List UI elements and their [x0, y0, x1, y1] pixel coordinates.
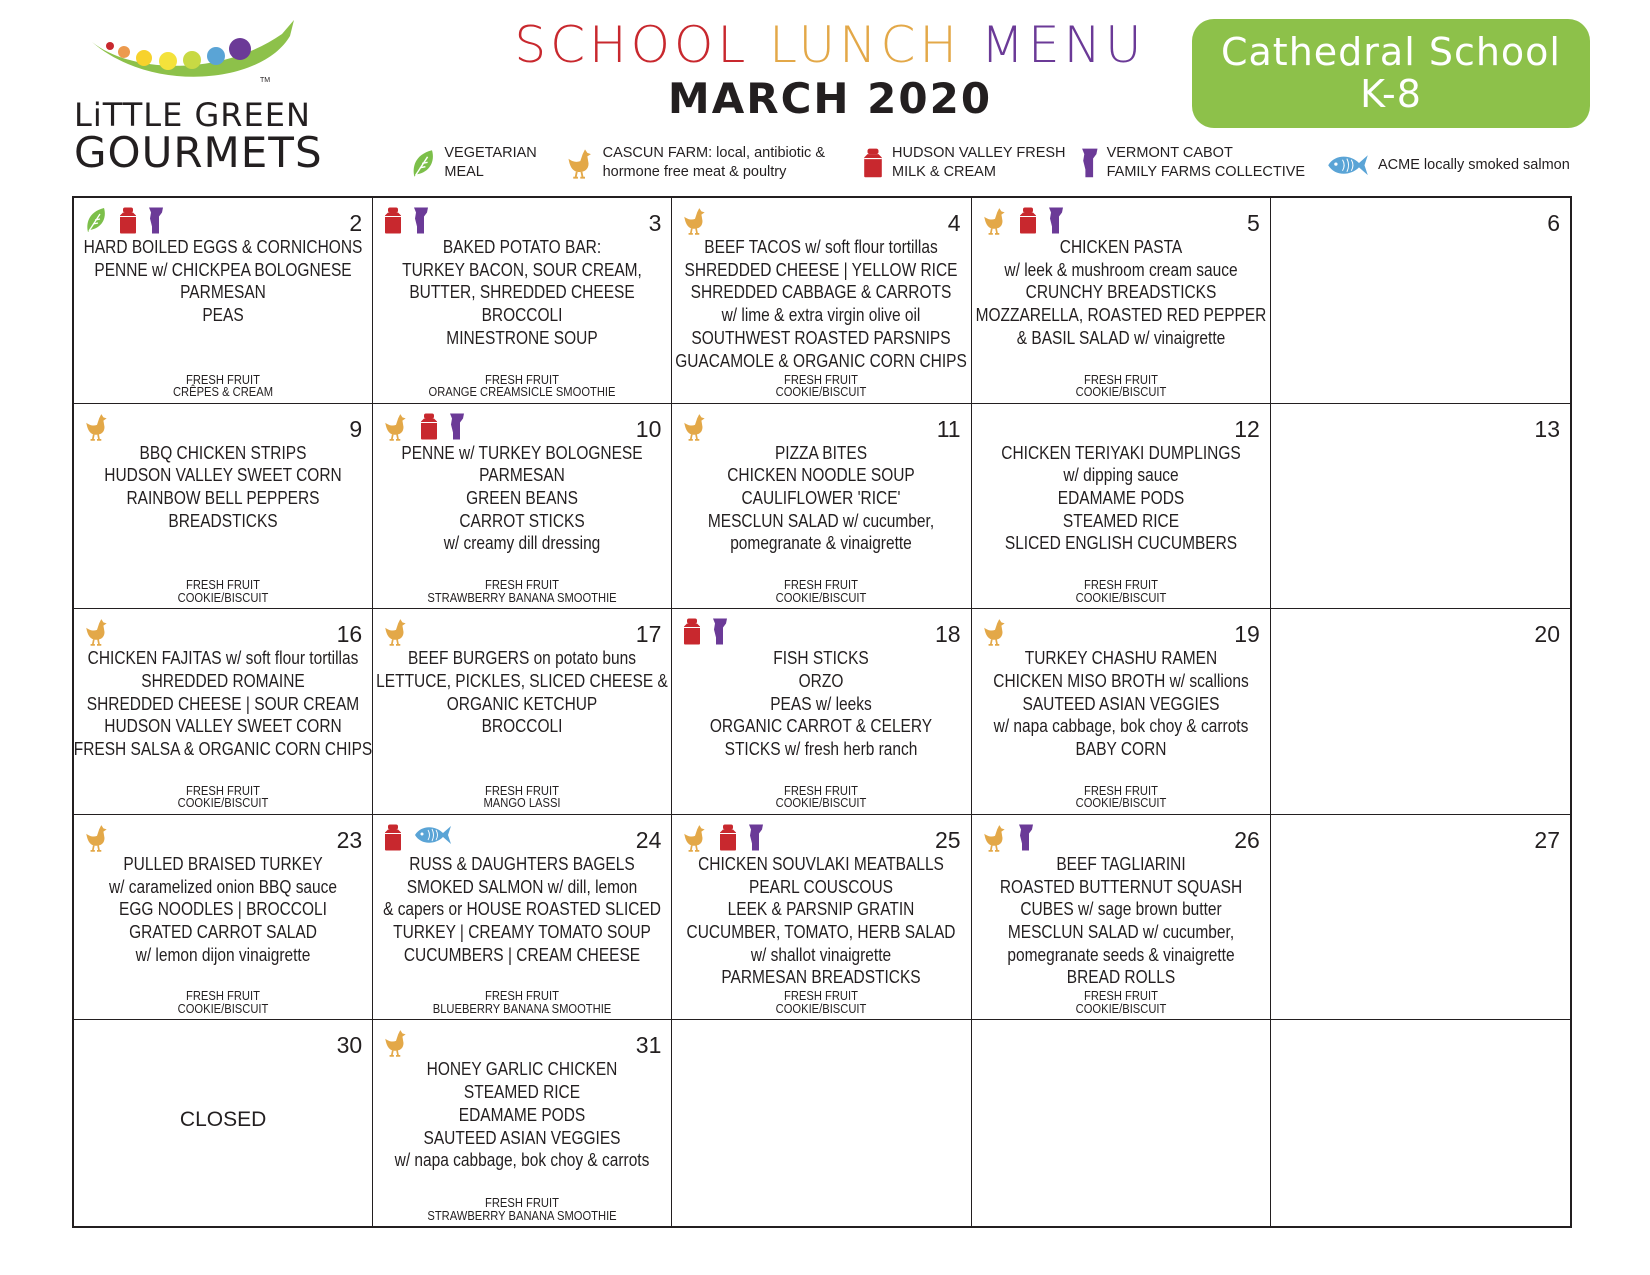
legend-text	[444, 144, 536, 182]
menu-item: SHREDDED CHEESE | SOUR CREAM	[86, 693, 360, 714]
menu-item: SHREDDED ROMAINE	[141, 670, 305, 691]
menu-item: PULLED BRAISED TURKEY	[123, 853, 323, 874]
day-cell-9	[74, 404, 373, 610]
menu-item: TURKEY | CREAMY TOMATO SOUP	[393, 921, 652, 942]
legend-text	[892, 144, 1066, 182]
chicken-icon	[982, 617, 1008, 647]
dessert-item: FRESH FRUIT	[1083, 371, 1158, 387]
menu-item: HUDSON VALLEY SWEET CORN	[104, 716, 342, 737]
dessert-items	[970, 579, 1271, 604]
menu-item: ORZO	[799, 670, 844, 691]
menu-item: RAINBOW BELL PEPPERS	[126, 488, 320, 508]
legend-line-2: FAMILY FARMS COLLECTIVE	[1106, 164, 1306, 180]
day-number: 27	[1534, 826, 1560, 853]
chicken-icon	[982, 823, 1008, 853]
source-icons	[982, 823, 1034, 853]
menu-item: ROASTED BUTTERNUT SQUASH	[999, 876, 1242, 897]
menu-item: CHICKEN MISO BROTH w/ scallions	[992, 670, 1249, 691]
menu-item: BROCCOLI	[481, 716, 563, 737]
empty-cell	[972, 1020, 1271, 1226]
fish-icon	[413, 823, 453, 847]
menu-item: HUDSON VALLEY SWEET CORN	[104, 465, 342, 486]
day-number: 12	[1234, 415, 1260, 442]
menu-item: ORGANIC CARROT & CELERY	[710, 716, 933, 737]
menu-item: CARROT STICKS	[459, 510, 585, 531]
day-number: 31	[635, 1032, 662, 1059]
calendar-grid	[72, 196, 1572, 1228]
day-cell-3	[373, 198, 672, 404]
menu-item: BREAD ROLLS	[1066, 967, 1175, 988]
milk-icon	[383, 823, 403, 852]
milk-icon	[383, 206, 403, 235]
chicken-icon	[84, 412, 110, 442]
dessert-item: COOKIE/BISCUIT	[1075, 384, 1167, 400]
day-cell-18	[672, 609, 971, 815]
menu-items	[970, 442, 1271, 556]
day-cell-20	[1271, 609, 1570, 815]
leaf-icon	[410, 148, 436, 179]
dessert-item: COOKIE/BISCUIT	[1075, 795, 1167, 811]
dessert-item: FRESH FRUIT	[784, 782, 859, 798]
chicken-icon	[682, 823, 708, 853]
chicken-icon	[682, 206, 708, 236]
dessert-item: BLUEBERRY BANANA SMOOTHIE	[433, 1000, 612, 1016]
menu-item: BROCCOLI	[481, 305, 563, 326]
leaf-icon	[84, 206, 108, 234]
menu-item: w/ creamy dill dressing	[443, 533, 601, 554]
dessert-item: COOKIE/BISCUIT	[776, 795, 867, 811]
day-number: 11	[936, 415, 961, 442]
dessert-item: COOKIE/BISCUIT	[177, 795, 269, 811]
source-icons	[383, 1028, 409, 1058]
dessert-item: COOKIE/BISCUIT	[776, 589, 867, 605]
menu-item: HONEY GARLIC CHICKEN	[426, 1059, 618, 1080]
school-grades: K-8	[1360, 72, 1422, 116]
dessert-item: FRESH FRUIT	[485, 782, 560, 798]
menu-item: RUSS & DAUGHTERS BAGELS	[409, 853, 635, 874]
menu-item: STEAMED RICE	[1062, 510, 1179, 531]
menu-items	[73, 442, 374, 533]
menu-item: TURKEY BACON, SOUR CREAM,	[402, 259, 643, 280]
menu-item: STICKS w/ fresh herb ranch	[725, 739, 918, 759]
legend-line-1: HUDSON VALLEY FRESH	[892, 145, 1066, 161]
title-word-school: SCHOOL	[514, 16, 750, 74]
menu-item: BEEF TACOS w/ soft flour tortillas	[704, 237, 939, 257]
chicken-icon	[383, 1028, 409, 1058]
menu-item: PARMESAN	[479, 465, 566, 486]
menu-items	[372, 647, 673, 738]
legend-line-2: hormone free meat & poultry	[602, 164, 787, 180]
legend-line-2: MEAL	[444, 164, 484, 180]
source-icons	[982, 617, 1008, 647]
menu-items	[671, 236, 972, 372]
day-number: 20	[1534, 621, 1560, 648]
source-icons	[682, 412, 708, 442]
vermont-icon	[1081, 147, 1099, 179]
source-icons	[682, 823, 764, 853]
day-number: 26	[1234, 826, 1260, 853]
source-icons	[84, 823, 110, 853]
menu-item: w/ shallot vinaigrette	[751, 944, 892, 965]
menu-item: SMOKED SALMON w/ dill, lemon	[407, 876, 638, 897]
milk-icon	[718, 823, 738, 852]
menu-item: & BASIL SALAD w/ vinaigrette	[1016, 327, 1225, 348]
menu-items	[970, 236, 1271, 350]
menu-item: CHICKEN PASTA	[1059, 237, 1182, 257]
source-icons	[383, 823, 453, 852]
title-word-menu: MENU	[980, 16, 1146, 74]
menu-item: BUTTER, SHREDDED CHEESE	[409, 282, 635, 303]
chicken-icon	[566, 147, 595, 180]
dessert-items	[73, 990, 374, 1015]
menu-item: w/ lime & extra virgin olive oil	[722, 305, 921, 326]
source-icons	[682, 206, 708, 236]
dessert-item: FRESH FRUIT	[186, 577, 261, 593]
menu-item: TURKEY CHASHU RAMEN	[1024, 648, 1217, 669]
dessert-items	[970, 782, 1271, 811]
dessert-items	[73, 782, 374, 811]
dessert-item: COOKIE/BISCUIT	[1075, 1000, 1167, 1016]
menu-item: MESCLUN SALAD w/ cucumber,	[1007, 921, 1234, 942]
menu-item: BEEF TAGLIARINI	[1056, 853, 1186, 874]
menu-items	[970, 853, 1271, 989]
dessert-item: FRESH FRUIT	[186, 782, 261, 798]
source-icons	[84, 412, 110, 442]
dessert-item: CRÊPES & CREAM	[173, 384, 274, 400]
dessert-item: FRESH FRUIT	[485, 577, 560, 593]
legend-text	[1107, 144, 1306, 182]
day-number: 4	[947, 210, 961, 236]
dessert-item: COOKIE/BISCUIT	[177, 589, 269, 605]
menu-item: w/ dipping sauce	[1063, 465, 1179, 486]
day-number: 10	[635, 415, 662, 442]
menu-item: PENNE w/ CHICKPEA BOLOGNESE	[94, 259, 352, 280]
dessert-item: FRESH FRUIT	[1083, 577, 1158, 593]
chicken-icon	[682, 412, 708, 442]
dessert-item: FRESH FRUIT	[1083, 988, 1158, 1004]
menu-item: SHREDDED CHEESE | YELLOW RICE	[684, 259, 958, 280]
menu-items	[73, 236, 374, 327]
menu-item: FISH STICKS	[773, 648, 870, 669]
day-cell-24	[373, 815, 672, 1021]
dessert-items	[671, 371, 972, 400]
brand-line-2: GOURMETS	[74, 128, 323, 177]
milk-icon	[1018, 206, 1038, 235]
dessert-item: ORANGE CREAMSICLE SMOOTHIE	[428, 384, 616, 400]
menu-item: CHICKEN FAJITAS w/ soft flour tortillas	[87, 648, 359, 669]
legend-item-vermont	[1081, 144, 1305, 182]
dessert-item: FRESH FRUIT	[784, 371, 859, 387]
menu-items	[671, 647, 972, 761]
menu-item: CHICKEN NOODLE SOUP	[727, 465, 916, 486]
fish-icon	[1326, 152, 1370, 178]
closed-label: CLOSED	[179, 1108, 267, 1132]
menu-item: MOZZARELLA, ROASTED RED PEPPER	[975, 305, 1267, 326]
menu-item: BBQ CHICKEN STRIPS	[139, 442, 307, 463]
day-cell-6	[1271, 198, 1570, 404]
menu-item: PEAS	[202, 305, 244, 326]
chicken-icon	[383, 412, 409, 442]
chicken-icon	[982, 206, 1008, 236]
menu-items	[73, 647, 374, 761]
page-title	[430, 16, 1230, 74]
dessert-item: STRAWBERRY BANANA SMOOTHIE	[427, 589, 617, 605]
dessert-items	[671, 782, 972, 811]
school-badge	[1192, 19, 1590, 128]
menu-item: w/ caramelized onion BBQ sauce	[109, 876, 338, 897]
chicken-icon	[84, 823, 110, 853]
menu-item: PEAS w/ leeks	[770, 693, 873, 714]
menu-item: BREADSTICKS	[168, 510, 278, 531]
day-number: 30	[336, 1032, 363, 1059]
month-title: MARCH 2020	[667, 74, 993, 123]
chicken-icon	[383, 617, 409, 647]
day-number: 17	[635, 621, 662, 648]
dessert-item: MANGO LASSI	[483, 795, 561, 811]
day-number: 18	[935, 621, 961, 648]
day-cell-16	[74, 609, 373, 815]
dessert-items	[73, 371, 374, 400]
menu-item: w/ napa cabbage, bok choy & carrots	[993, 716, 1249, 737]
day-cell-4	[672, 198, 971, 404]
dessert-item: COOKIE/BISCUIT	[776, 384, 867, 400]
svg-text:TM: TM	[260, 77, 271, 84]
menu-item: CUBES w/ sage brown butter	[1020, 899, 1222, 920]
dessert-items	[671, 579, 972, 604]
legend-text	[1378, 156, 1570, 175]
dessert-items	[970, 371, 1271, 400]
menu-item: w/ leek & mushroom cream sauce	[1004, 259, 1238, 280]
menu-item: pomegranate & vinaigrette	[730, 533, 913, 554]
legend-line-1: ACME locally smoked salmon	[1378, 156, 1570, 173]
source-icons	[84, 617, 110, 647]
menu-item: PARMESAN BREADSTICKS	[721, 967, 922, 988]
menu-item: CRUNCHY BREADSTICKS	[1025, 282, 1217, 303]
source-icons	[84, 206, 164, 235]
dessert-item: FRESH FRUIT	[186, 371, 261, 387]
menu-item: EDAMAME PODS	[459, 1104, 586, 1125]
menu-item: BAKED POTATO BAR:	[443, 237, 602, 257]
dessert-items	[372, 782, 673, 811]
legend-line-2: MILK & CREAM	[892, 164, 996, 180]
day-number: 6	[1547, 210, 1560, 236]
legend-item-fish	[1326, 152, 1570, 178]
menu-item: MINESTRONE SOUP	[446, 327, 598, 348]
menu-item: GRATED CARROT SALAD	[129, 921, 317, 942]
menu-item: MESCLUN SALAD w/ cucumber,	[708, 510, 935, 531]
dessert-item: FRESH FRUIT	[1083, 782, 1158, 798]
day-cell-30	[74, 1020, 373, 1226]
day-cell-2	[74, 198, 373, 404]
dessert-item: COOKIE/BISCUIT	[776, 1000, 867, 1016]
legend-item-chicken	[566, 144, 825, 182]
menu-item: w/ napa cabbage, bok choy & carrots	[394, 1150, 650, 1171]
dessert-items	[970, 990, 1271, 1015]
dessert-item: FRESH FRUIT	[485, 371, 560, 387]
menu-items	[73, 853, 374, 967]
source-icons	[383, 617, 409, 647]
legend-line-1: CASCUN FARM: local, antibiotic &	[602, 145, 825, 161]
menu-items	[372, 442, 673, 556]
legend-item-milk	[862, 144, 1066, 182]
day-number: 24	[635, 826, 662, 853]
day-cell-12	[972, 404, 1271, 610]
milk-icon	[862, 147, 884, 179]
day-cell-11	[672, 404, 971, 610]
menu-item: ORGANIC KETCHUP	[447, 693, 598, 714]
vermont-icon	[748, 823, 764, 852]
day-number: 16	[336, 621, 363, 648]
day-number: 19	[1234, 621, 1260, 648]
menu-items	[671, 442, 972, 556]
menu-item: LETTUCE, PICKLES, SLICED CHEESE &	[376, 670, 669, 691]
vermont-icon	[148, 206, 164, 235]
day-number: 5	[1247, 210, 1260, 236]
vermont-icon	[449, 412, 465, 441]
source-icons	[982, 206, 1064, 236]
dessert-item: FRESH FRUIT	[485, 988, 560, 1004]
source-icons	[682, 617, 728, 646]
menu-item: LEEK & PARSNIP GRATIN	[728, 899, 915, 920]
menu-item: & capers or HOUSE ROASTED SLICED	[383, 899, 662, 920]
milk-icon	[118, 206, 138, 235]
day-cell-13	[1271, 404, 1570, 610]
menu-item: CUCUMBER, TOMATO, HERB SALAD	[687, 921, 956, 942]
dessert-item: FRESH FRUIT	[485, 1195, 560, 1210]
menu-item: FRESH SALSA & ORGANIC CORN CHIPS	[73, 739, 373, 759]
source-icons	[383, 206, 429, 235]
menu-item: GREEN BEANS	[466, 488, 579, 508]
menu-item: CAULIFLOWER 'RICE'	[741, 488, 901, 508]
menu-items	[970, 647, 1271, 761]
title-word-lunch: LUNCH	[769, 16, 961, 74]
day-cell-27	[1271, 815, 1570, 1021]
menu-item: HARD BOILED EGGS & CORNICHONS	[83, 237, 363, 257]
day-cell-5	[972, 198, 1271, 404]
day-number: 2	[349, 210, 363, 236]
vermont-icon	[712, 617, 728, 646]
legend-item-leaf	[410, 144, 537, 182]
menu-item: pomegranate seeds & vinaigrette	[1007, 944, 1235, 965]
vermont-icon	[1018, 823, 1034, 852]
menu-item: GUACAMOLE & ORGANIC CORN CHIPS	[675, 350, 968, 371]
day-number: 3	[648, 210, 662, 236]
dessert-items	[372, 990, 673, 1015]
menu-item: EGG NOODLES | BROCCOLI	[119, 899, 328, 920]
day-number: 9	[349, 415, 363, 442]
menu-item: EDAMAME PODS	[1057, 488, 1184, 508]
dessert-item: STRAWBERRY BANANA SMOOTHIE	[427, 1207, 617, 1223]
day-cell-10	[373, 404, 672, 610]
menu-item: CHICKEN SOUVLAKI MEATBALLS	[698, 853, 945, 874]
menu-item: PEARL COUSCOUS	[749, 876, 894, 897]
dessert-item: COOKIE/BISCUIT	[177, 1000, 269, 1016]
school-name: Cathedral School	[1220, 30, 1561, 74]
dessert-items	[372, 1197, 673, 1222]
dessert-items	[73, 579, 374, 604]
menu-item: SLICED ENGLISH CUCUMBERS	[1004, 533, 1237, 554]
dessert-item: FRESH FRUIT	[186, 988, 261, 1004]
dessert-item: COOKIE/BISCUIT	[1075, 589, 1167, 605]
milk-icon	[682, 617, 702, 646]
menu-items	[372, 236, 673, 350]
day-number: 23	[336, 826, 363, 853]
day-cell-19	[972, 609, 1271, 815]
day-cell-17	[373, 609, 672, 815]
legend-line-1: VEGETARIAN	[444, 145, 537, 161]
menu-item: PARMESAN	[180, 282, 266, 303]
menu-item: w/ lemon dijon vinaigrette	[135, 944, 311, 965]
menu-item: CUCUMBERS | CREAM CHEESE	[404, 944, 641, 965]
milk-icon	[419, 412, 439, 441]
menu-items	[671, 853, 972, 989]
day-cell-23	[74, 815, 373, 1021]
dessert-item: FRESH FRUIT	[784, 577, 859, 593]
menu-item: BABY CORN	[1075, 739, 1167, 759]
empty-cell	[672, 1020, 971, 1226]
legend-line-1: VERMONT CABOT	[1106, 145, 1233, 161]
menu-item: CHICKEN TERIYAKI DUMPLINGS	[1000, 442, 1241, 463]
legend-text	[603, 144, 825, 182]
menu-item: SHREDDED CABBAGE & CARROTS	[691, 282, 952, 303]
menu-item: SAUTEED ASIAN VEGGIES	[423, 1127, 621, 1148]
vermont-icon	[413, 206, 429, 235]
dessert-item: FRESH FRUIT	[784, 988, 859, 1004]
menu-item: PIZZA BITES	[775, 442, 868, 463]
menu-item: SAUTEED ASIAN VEGGIES	[1022, 693, 1220, 714]
menu-items	[372, 853, 673, 967]
dessert-items	[372, 371, 673, 400]
dessert-items	[671, 990, 972, 1015]
menu-items	[372, 1058, 673, 1172]
menu-item: STEAMED RICE	[464, 1082, 581, 1103]
menu-item: PENNE w/ TURKEY BOLOGNESE	[401, 442, 643, 463]
chicken-icon	[84, 617, 110, 647]
day-cell-26	[972, 815, 1271, 1021]
day-cell-25	[672, 815, 971, 1021]
day-number: 25	[935, 826, 961, 853]
brand-line-1: LiTTLE GREEN	[74, 96, 311, 134]
vermont-icon	[1048, 206, 1064, 235]
day-cell-31	[373, 1020, 672, 1226]
menu-item: BEEF BURGERS on potato buns	[408, 648, 637, 669]
dessert-items	[372, 579, 673, 604]
empty-cell	[1271, 1020, 1570, 1226]
menu-item: SOUTHWEST ROASTED PARSNIPS	[691, 327, 952, 348]
source-icons	[383, 412, 465, 442]
day-number: 13	[1534, 415, 1560, 442]
